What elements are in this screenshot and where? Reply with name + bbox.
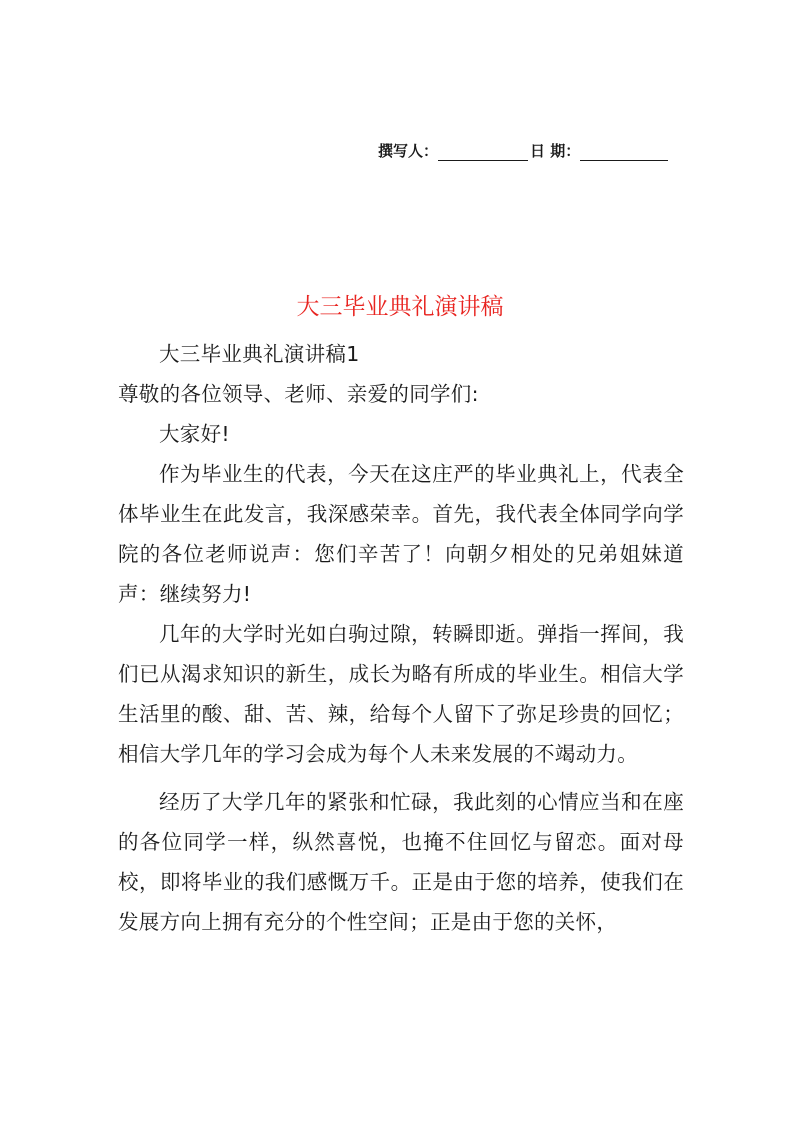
document-body (118, 334, 684, 942)
author-label: 撰写人： (378, 142, 439, 160)
greeting: 大家好! (159, 422, 230, 446)
document-title: 大三毕业典礼演讲稿 (296, 294, 504, 320)
author-date-line (378, 140, 683, 162)
paragraph: 作为毕业生的代表，今天在这庄严的毕业典礼上，代表全体毕业生在此发言，我深感荣幸。首先，我代表全体同学向学院的各位老师说声：您们辛苦了！向朝夕相处的兄弟姐妹道声：继续努力! (118, 462, 684, 606)
speech-subtitle: 大三毕业典礼演讲稿1 (159, 342, 360, 366)
author-blank (438, 144, 528, 161)
paragraph: 几年的大学时光如白驹过隙，转瞬即逝。弹指一挥间，我们已从渴求知识的新生，成长为略有所成的毕业生。相信大学生活里的酸、甜、苦、辣，给每个人留下了弥足珍贵的回忆；相信大学几年的学习会成为每个人未来发展的不竭动力。 (118, 622, 684, 766)
date-label: 日 期： (530, 142, 581, 160)
paragraph: 经历了大学几年的紧张和忙碌，我此刻的心情应当和在座的各位同学一样，纵然喜悦，也掩不住回忆与留恋。面对母校，即将毕业的我们感慨万千。正是由于您的培养，使我们在发展方向上拥有充分的个性空间；正是由于您的关怀， (118, 790, 684, 934)
date-blank (580, 144, 668, 161)
salutation: 尊敬的各位领导、老师、亲爱的同学们: (118, 382, 479, 406)
